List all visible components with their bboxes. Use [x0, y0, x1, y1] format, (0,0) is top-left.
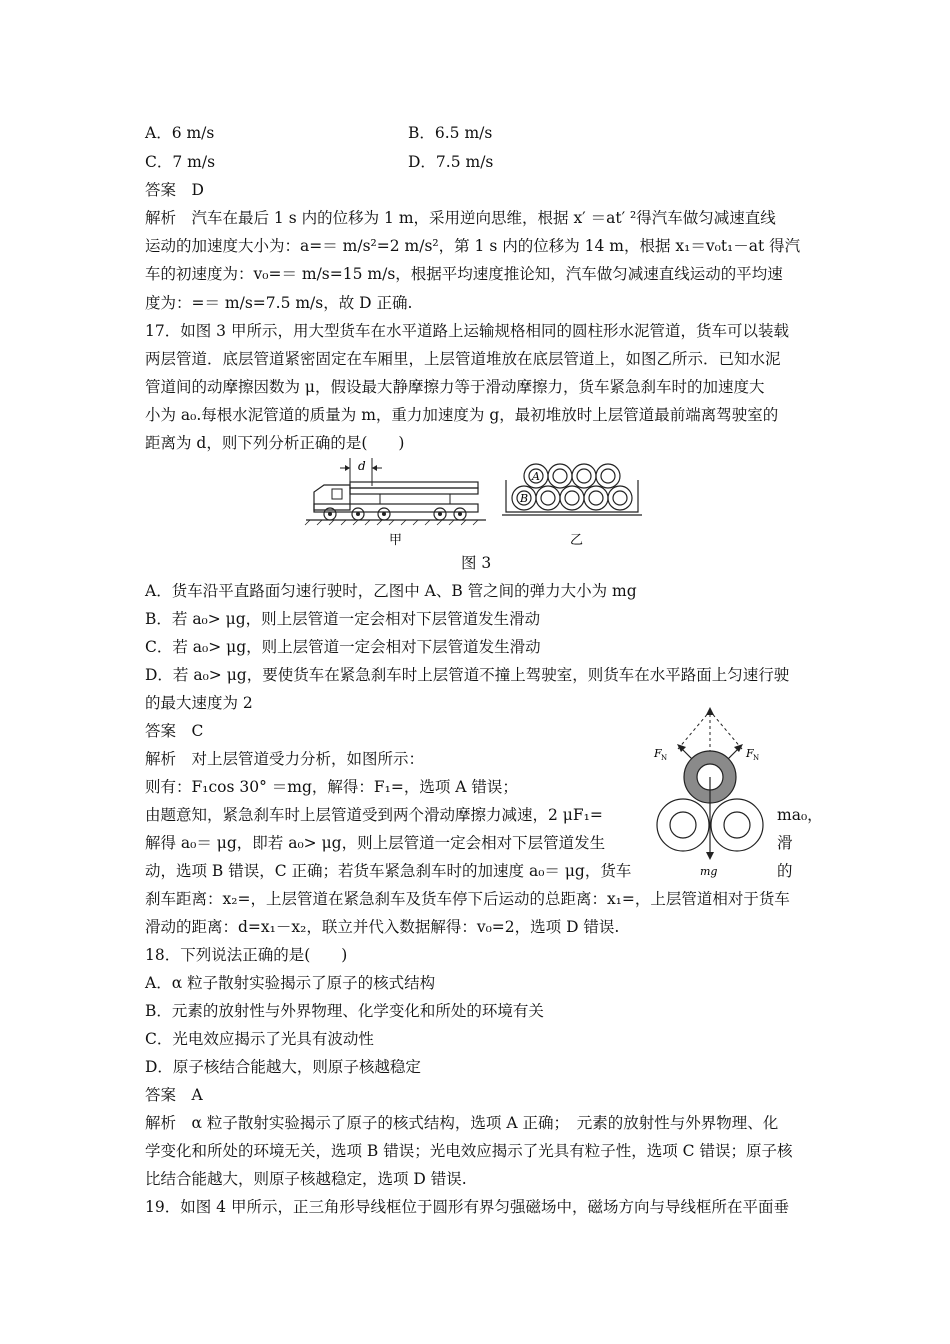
q18-option-a: A．α 粒子散射实验揭示了原子的核式结构 — [145, 974, 436, 992]
q16-option-a: A．6 m/s — [145, 124, 215, 142]
q16-explanation-line-4: 度为：=＝ m/s=7.5 m/s，故 D 正确. — [145, 294, 413, 312]
q16-answer: 答案 D — [145, 181, 204, 199]
lower-pipe-right — [711, 799, 763, 851]
q16-explanation-line-2: 运动的加速度大小为：a=＝ m/s²=2 m/s²，第 1 s 内的位移为 14 m，根据 x₁＝v₀t₁－at 得汽 — [145, 237, 801, 255]
q17-option-c: C．若 a₀> μg，则上层管道一定会相对下层管道发生滑动 — [145, 638, 541, 656]
q17-option-a: A．货车沿平直路面匀速行驶时，乙图中 A、B 管之间的弹力大小为 mg — [145, 582, 637, 600]
figure-label-d: d — [358, 459, 366, 473]
q17-stem-line-2: 两层管道．底层管道紧密固定在车厢里，上层管道堆放在底层管道上，如图乙所示．已知水泥 — [145, 350, 781, 368]
q17-answer: 答案 C — [145, 722, 204, 740]
q16-option-c: C．7 m/s — [145, 153, 216, 171]
q16-option-d: D．7.5 m/s — [408, 153, 494, 171]
q16-explanation-line-3: 车的初速度为：v₀=＝ m/s=15 m/s，根据平均速度推论知，汽车做匀减速直线运动的平均速 — [145, 265, 783, 283]
truck-load-lower — [350, 488, 478, 494]
figure-3-caption: 图 3 — [461, 554, 492, 572]
q17-option-b: B．若 a₀> μg，则上层管道一定会相对下层管道发生滑动 — [145, 610, 541, 628]
q18-option-c: C．光电效应揭示了光具有波动性 — [145, 1030, 374, 1048]
q17-explanation-line-2: 则有：F₁cos 30° ＝mg，解得：F₁=，选项 A 错误； — [145, 778, 518, 796]
force-label-fn-right-sub: N — [753, 754, 760, 762]
q17-option-d-line-2: 的最大速度为 2 — [145, 694, 253, 712]
q18-explanation-line-3: 比结合能越大，则原子核越稳定，选项 D 错误. — [145, 1170, 467, 1188]
truck-load-upper — [350, 482, 478, 488]
q18-explanation-line-2: 学变化和所处的环境无关，选项 B 错误；光电效应揭示了光具有粒子性，选项 C 错误；原子核 — [145, 1142, 793, 1160]
force-label-fn-left-sub: N — [661, 754, 668, 762]
figure-label-jia: 甲 — [389, 533, 403, 548]
q18-option-d: D．原子核结合能越大，则原子核越稳定 — [145, 1058, 421, 1076]
q17-stem-line-1: 17．如图 3 甲所示，用大型货车在水平道路上运输规格相同的圆柱形水泥管道，货车可以装载 — [145, 322, 789, 340]
force-diagram — [650, 705, 780, 885]
q18-answer: 答案 A — [145, 1086, 203, 1104]
q17-explanation-line-5-end: 的 — [777, 862, 793, 880]
q17-explanation-line-1: 解析 对上层管道受力分析，如图所示： — [145, 750, 425, 768]
pipe-stack — [502, 464, 642, 515]
q18-stem: 18．下列说法正确的是( ) — [145, 946, 348, 964]
q17-explanation-line-4-end: 滑 — [777, 834, 793, 852]
truck-chassis — [314, 504, 478, 512]
q17-stem-line-3: 管道间的动摩擦因数为 μ，假设最大静摩擦力等于滑动摩擦力，货车紧急刹车时的加速度大 — [145, 378, 765, 396]
q17-option-d-line-1: D．若 a₀> μg，要使货车在紧急刹车时上层管道不撞上驾驶室，则货车在水平路面上匀速行驶 — [145, 666, 790, 684]
force-label-mg: mg — [700, 865, 718, 878]
q17-explanation-line-3: 由题意知，紧急刹车时上层管道受到两个滑动摩擦力减速，2 μF₁= — [145, 806, 603, 824]
figure-3-diagram — [300, 452, 660, 552]
q17-explanation-line-5: 动，选项 B 错误，C 正确；若货车紧急刹车时的加速度 a₀＝ μg，货车 — [145, 862, 632, 880]
pipe-label-a: A — [532, 470, 540, 483]
q17-stem-line-4: 小为 a₀.每根水泥管道的质量为 m，重力加速度为 g，最初堆放时上层管道最前端离驾驶室的 — [145, 406, 779, 424]
force-label-fn-left: F — [654, 747, 662, 760]
figure-label-yi: 乙 — [570, 533, 584, 548]
pipe-label-b: B — [520, 492, 529, 505]
q17-explanation-line-4: 解得 a₀＝ μg，即若 a₀> μg，则上层管道一定会相对下层管道发生 — [145, 834, 606, 852]
q18-option-b: B．元素的放射性与外界物理、化学变化和所处的环境有关 — [145, 1002, 544, 1020]
q17-stem-line-5: 距离为 d，则下列分析正确的是( ) — [145, 434, 405, 452]
q16-explanation-line-1: 解析 汽车在最后 1 s 内的位移为 1 m，采用逆向思维，根据 x′ ＝at′ ²得汽车做匀减速直线 — [145, 209, 776, 227]
q17-explanation-line-3-end: ma₀， — [777, 806, 823, 824]
q17-explanation-line-6: 刹车距离：x₂=，上层管道在紧急刹车及货车停下后运动的总距离：x₁=，上层管道相对于货车 — [145, 890, 790, 908]
q18-explanation-line-1: 解析 α 粒子散射实验揭示了原子的核式结构，选项 A 正确； 元素的放射性与外界物理、化 — [145, 1114, 779, 1132]
lower-pipe-left — [657, 799, 709, 851]
q19-stem-line-1: 19．如图 4 甲所示，正三角形导线框位于圆形有界匀强磁场中，磁场方向与导线框所在平面垂 — [145, 1198, 789, 1216]
q16-option-b: B．6.5 m/s — [408, 124, 493, 142]
force-label-fn-right: F — [746, 747, 754, 760]
q17-explanation-line-7: 滑动的距离：d=x₁－x₂，联立并代入数据解得：v₀=2，选项 D 错误. — [145, 918, 620, 936]
